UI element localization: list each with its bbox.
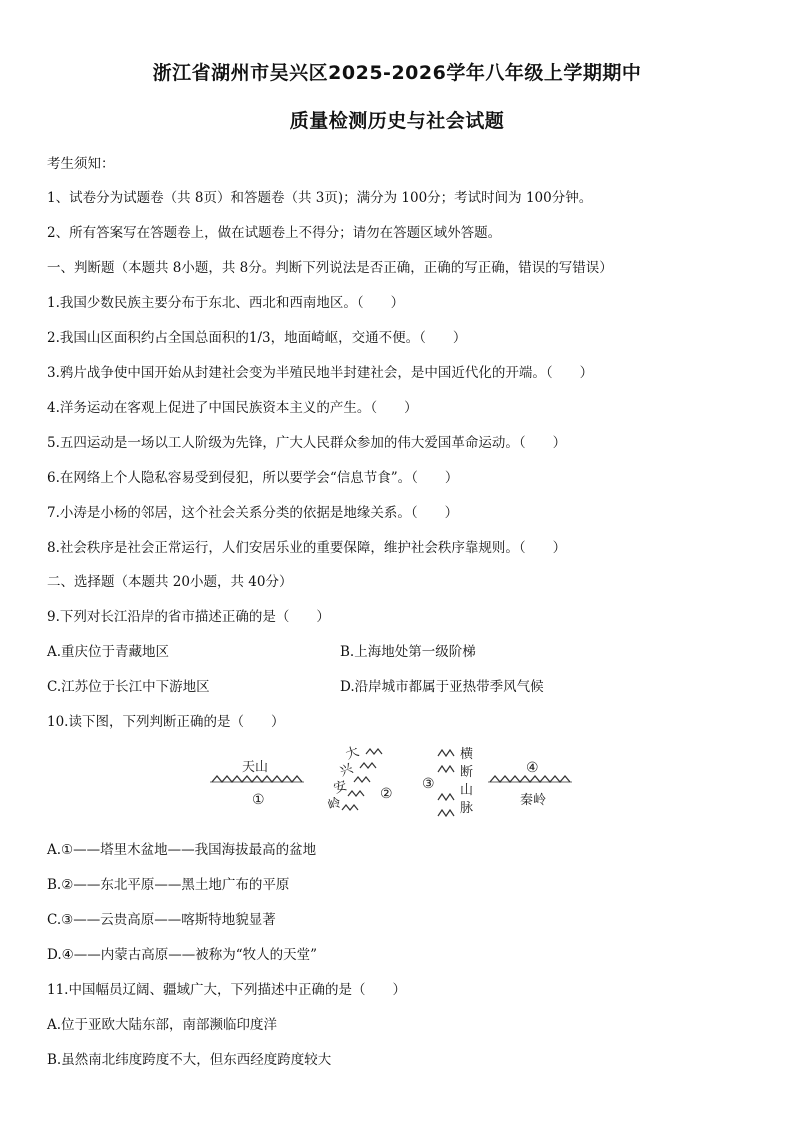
- label-qinling: 秦岭: [520, 793, 547, 808]
- section2-heading: 二、选择题（本题共 20小题，共 40分）: [47, 574, 293, 590]
- label-daxing-3: 安: [331, 778, 350, 797]
- question-3: 3.鸦片战争使中国开始从封建社会变为半殖民地半封建社会，是中国近代化的开端。（ ）: [47, 365, 594, 381]
- question-7: 7.小涛是小杨的邻居，这个社会关系分类的依据是地缘关系。（ ）: [47, 505, 459, 521]
- question-4: 4.洋务运动在客观上促进了中国民族资本主义的产生。（ ）: [47, 400, 418, 416]
- label-hengduan-3: 山: [460, 783, 474, 798]
- question-10-stem: 10.读下图，下列判断正确的是（ ）: [47, 714, 285, 730]
- mark-1: ①: [252, 792, 265, 808]
- label-tianshan: 天山: [242, 760, 269, 775]
- mark-3: ③: [422, 776, 435, 792]
- mark-2: ②: [380, 786, 393, 802]
- label-daxing-4: 岭: [325, 795, 344, 814]
- question-11-stem: 11.中国幅员辽阔、疆域广大，下列描述中正确的是（ ）: [47, 982, 406, 998]
- label-hengduan-1: 横: [460, 747, 474, 762]
- question-6: 6.在网络上个人隐私容易受到侵犯，所以要学会“信息节食”。（ ）: [47, 470, 459, 486]
- notice-item-2: 2、所有答案写在答题卷上，做在试题卷上不得分；请勿在答题区域外答题。: [47, 225, 502, 241]
- question-11-option-b: B.虽然南北纬度跨度不大，但东西经度跨度较大: [47, 1052, 332, 1068]
- question-10-option-b: B.②——东北平原——黑土地广布的平原: [47, 877, 290, 893]
- mountain-diagram: [200, 738, 600, 826]
- hengduan-mountain-symbol: [438, 750, 454, 816]
- notice-item-1: 1、试卷分为试题卷（共 8页）和答题卷（共 3页)；满分为 100分；考试时间为 100分钟。: [47, 190, 593, 206]
- question-2: 2.我国山区面积约占全国总面积的1/3，地面崎岖，交通不便。（ ）: [47, 330, 467, 346]
- label-hengduan-2: 断: [460, 765, 474, 780]
- question-9-option-a: A.重庆位于青藏地区: [47, 644, 170, 660]
- exam-title-line2: 质量检测历史与社会试题: [289, 110, 505, 132]
- question-1: 1.我国少数民族主要分布于东北、西北和西南地区。（ ）: [47, 295, 405, 311]
- question-8: 8.社会秩序是社会正常运行，人们安居乐业的重要保障，维护社会秩序靠规则。（ ）: [47, 540, 567, 556]
- question-9-option-b: B.上海地处第一级阶梯: [340, 644, 476, 660]
- question-11-option-a: A.位于亚欧大陆东部，南部濒临印度洋: [47, 1017, 278, 1033]
- section1-heading: 一、判断题（本题共 8小题，共 8分。判断下列说法是否正确，正确的写正确，错误的写错误）: [47, 260, 613, 276]
- mark-4: ④: [526, 760, 539, 776]
- label-daxing-2: 兴: [337, 761, 356, 780]
- tianshan-mountain-symbol: [212, 776, 302, 782]
- question-10-option-c: C.③——云贵高原——喀斯特地貌显著: [47, 912, 276, 928]
- qinling-mountain-symbol: [490, 776, 570, 782]
- question-10-option-a: A.①——塔里木盆地——我国海拔最高的盆地: [47, 842, 317, 858]
- exam-title-line1: 浙江省湖州市吴兴区2025-2026学年八年级上学期期中: [152, 62, 642, 84]
- question-9-option-d: D.沿岸城市都属于亚热带季风气候: [340, 679, 544, 695]
- question-9-option-c: C.江苏位于长江中下游地区: [47, 679, 210, 695]
- notice-heading: 考生须知：: [47, 156, 115, 172]
- question-10-option-d: D.④——内蒙古高原——被称为“牧人的天堂”: [47, 947, 318, 963]
- question-9-stem: 9.下列对长江沿岸的省市描述正确的是（ ）: [47, 609, 330, 625]
- question-5: 5.五四运动是一场以工人阶级为先锋，广大人民群众参加的伟大爱国革命运动。（ ）: [47, 435, 567, 451]
- label-hengduan-4: 脉: [460, 801, 474, 816]
- label-daxing-1: 大: [343, 744, 362, 763]
